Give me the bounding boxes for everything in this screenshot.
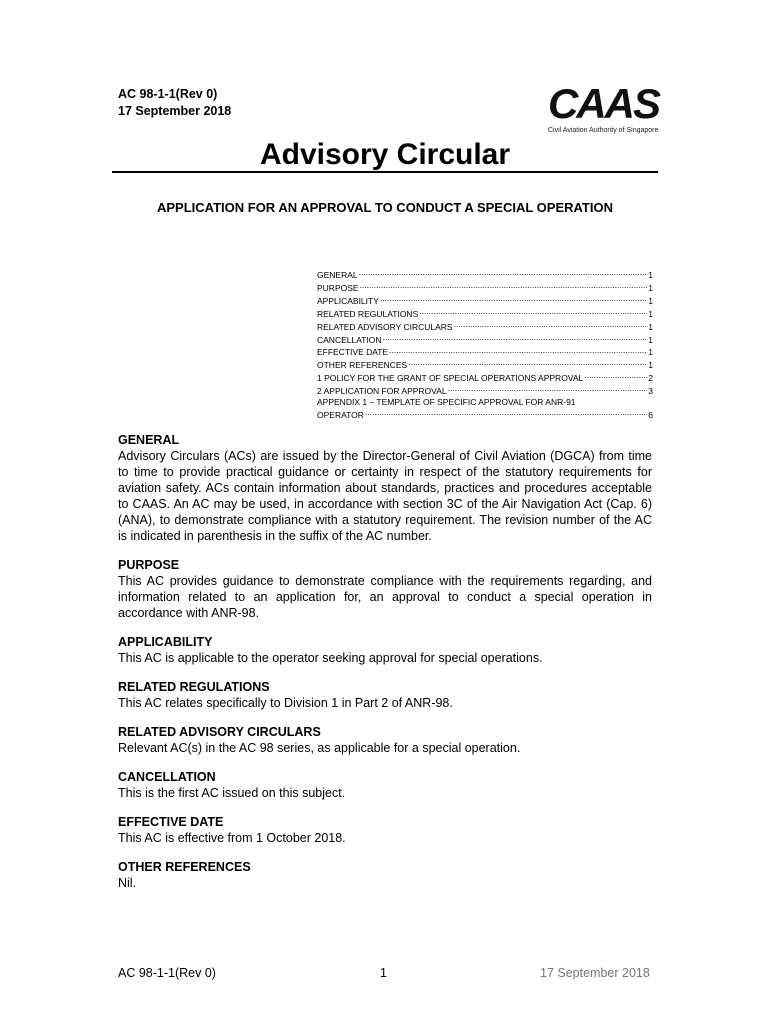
toc-entry-cancellation[interactable]	[317, 333, 653, 346]
toc-label: RELATED ADVISORY CIRCULARS	[317, 321, 453, 332]
toc-entry-purpose[interactable]	[317, 281, 653, 294]
section-heading: RELATED ADVISORY CIRCULARS	[118, 725, 321, 739]
toc-leader	[584, 371, 647, 381]
toc-leader	[359, 268, 648, 278]
toc-leader	[383, 333, 648, 343]
toc-page: 1	[648, 360, 653, 371]
section-body: Advisory Circulars (ACs) are issued by the Director-General of Civil Aviation (DGCA) from time to time to provide practical guidance or certainty in respect of the statutory requirements for aviation safety. ACs contain information about standards, practices and procedures acceptable to CAAS. An AC may be used, in accordance with section 3C of the Air Navigation Act (Cap. 6) (ANA), to demonstrate compliance with a statutory requirement. The revision number of the AC is indicated in parenthesis in the suffix of the AC number.	[118, 449, 652, 543]
toc-label: 2 APPLICATION FOR APPROVAL	[317, 386, 447, 397]
logo-subtext: Civil Aviation Authority of Singapore	[548, 127, 659, 134]
toc-leader	[419, 307, 647, 317]
section-related-advisory-circulars	[118, 724, 652, 756]
toc-label: CANCELLATION	[317, 334, 382, 345]
toc-entry-appendix-1[interactable]	[317, 397, 653, 421]
toc-page: 3	[648, 386, 653, 397]
toc-leader	[365, 408, 647, 418]
section-related-regulations	[118, 679, 652, 711]
section-heading: APPLICABILITY	[118, 635, 213, 649]
table-of-contents	[317, 268, 653, 421]
toc-entry-general[interactable]	[317, 268, 653, 281]
toc-entry-policy[interactable]	[317, 371, 653, 384]
section-heading: EFFECTIVE DATE	[118, 815, 224, 829]
toc-entry-related-advisory-circulars[interactable]	[317, 320, 653, 333]
section-effective-date	[118, 814, 652, 846]
page-title: Advisory Circular	[259, 138, 511, 171]
footer-page-number: 1	[380, 966, 387, 980]
toc-entry-applicability[interactable]	[317, 294, 653, 307]
section-body: Relevant AC(s) in the AC 98 series, as applicable for a special operation.	[118, 741, 521, 755]
section-body: This AC is effective from 1 October 2018.	[118, 831, 346, 845]
ac-number: AC 98-1-1(Rev 0)	[118, 87, 218, 101]
footer-ac-number: AC 98-1-1(Rev 0)	[118, 966, 216, 980]
footer-date: 17 September 2018	[540, 966, 650, 980]
toc-entry-effective-date[interactable]	[317, 345, 653, 358]
section-body: This is the first AC issued on this subject.	[118, 786, 346, 800]
toc-leader	[408, 358, 647, 368]
toc-leader	[360, 281, 648, 291]
section-body: This AC provides guidance to demonstrate compliance with the requirements regarding, and information related to an application for, an approval to conduct a special operation in accordance with ANR-98.	[118, 574, 652, 620]
section-heading: PURPOSE	[118, 558, 180, 572]
issue-date: 17 September 2018	[118, 104, 232, 118]
toc-label: APPLICABILITY	[317, 295, 379, 306]
toc-label: EFFECTIVE DATE	[317, 347, 389, 358]
toc-label: PURPOSE	[317, 282, 359, 293]
toc-page: 2	[648, 373, 653, 384]
section-heading: OTHER REFERENCES	[118, 860, 251, 874]
section-heading: CANCELLATION	[118, 770, 216, 784]
section-cancellation	[118, 769, 652, 801]
section-body: Nil.	[118, 876, 137, 890]
section-body: This AC is applicable to the operator seeking approval for special operations.	[118, 651, 543, 665]
toc-label: APPENDIX 1 – TEMPLATE OF SPECIFIC APPROVAL FOR ANR-91	[317, 397, 576, 408]
title-divider	[112, 171, 658, 173]
toc-entry-related-regulations[interactable]	[317, 307, 653, 320]
toc-leader	[389, 345, 647, 355]
toc-page: 6	[648, 409, 653, 420]
section-heading: RELATED REGULATIONS	[118, 680, 270, 694]
section-applicability	[118, 634, 652, 666]
toc-label: RELATED REGULATIONS	[317, 308, 419, 319]
section-purpose	[118, 557, 652, 621]
toc-page: 1	[648, 334, 653, 345]
section-body: This AC relates specifically to Division 1 in Part 2 of ANR-98.	[118, 696, 453, 710]
section-heading: GENERAL	[118, 433, 180, 447]
toc-page: 1	[648, 270, 653, 280]
toc-label: OTHER REFERENCES	[317, 360, 408, 371]
document-reference	[118, 86, 231, 120]
toc-entry-application[interactable]	[317, 384, 653, 397]
toc-label: 1 POLICY FOR THE GRANT OF SPECIAL OPERATIONS APPROVAL	[317, 373, 584, 384]
document-subtitle: APPLICATION FOR AN APPROVAL TO CONDUCT A SPECIAL OPERATION	[157, 200, 613, 215]
caas-logo	[548, 80, 660, 135]
logo-wordmark: CAAS	[548, 80, 660, 127]
toc-label-continued: OPERATOR	[317, 409, 364, 420]
toc-page: 1	[648, 282, 653, 293]
toc-leader	[454, 320, 648, 330]
section-other-references	[118, 859, 652, 891]
toc-page: 1	[648, 321, 653, 332]
toc-leader	[448, 384, 648, 394]
main-content	[118, 432, 652, 904]
toc-entry-other-references[interactable]	[317, 358, 653, 371]
toc-page: 1	[648, 347, 653, 358]
toc-page: 1	[648, 308, 653, 319]
toc-page: 1	[648, 295, 653, 306]
section-general	[118, 432, 652, 544]
toc-leader	[380, 294, 647, 304]
toc-label: GENERAL	[317, 270, 358, 280]
